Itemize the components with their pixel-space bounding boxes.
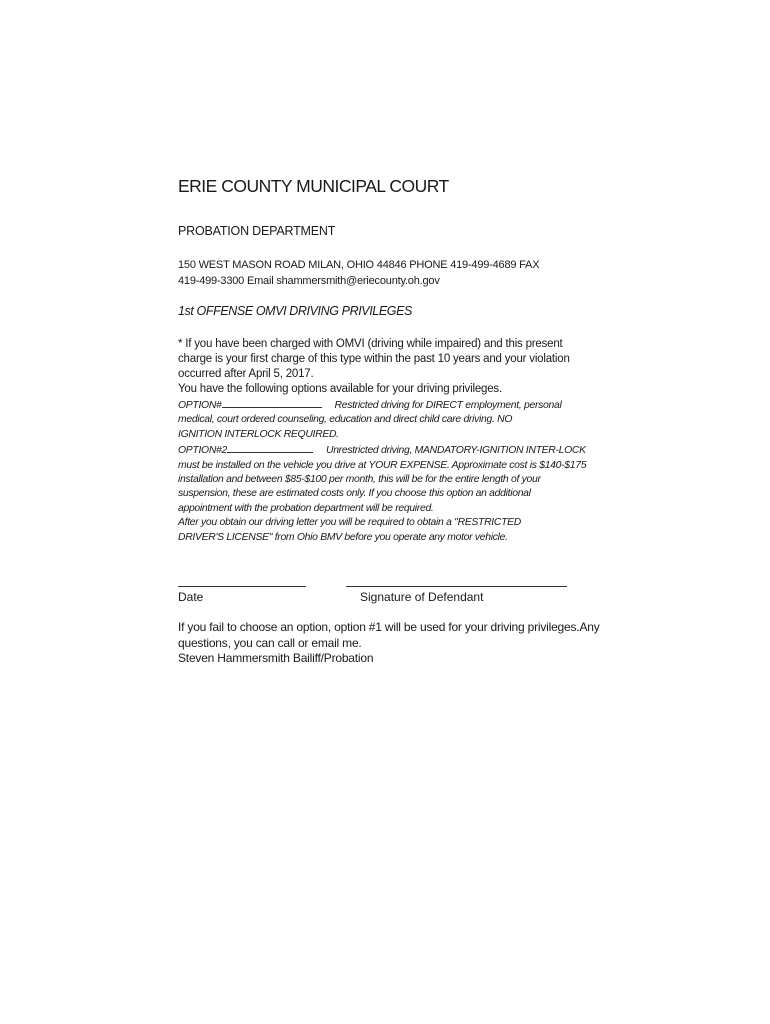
option-1-line: medical, court ordered counseling, education and direct child care driving. NO: [178, 414, 513, 426]
option-1-line: IGNITION INTERLOCK REQUIRED.: [178, 428, 339, 440]
option-2-blank[interactable]: [227, 442, 313, 453]
section-title: 1st OFFENSE OMVI DRIVING PRIVILEGES: [178, 304, 412, 318]
contact-block: [178, 258, 598, 289]
option-2-line: installation and between $85-$100 per month, this will be for the entire length of your: [178, 474, 541, 486]
license-notice-line: After you obtain our driving letter you will be required to obtain a "RESTRICTED: [178, 517, 521, 529]
options-intro: You have the following options available for your driving privileges.: [178, 383, 502, 395]
footer-notice: [178, 620, 638, 667]
footer-signoff: Steven Hammersmith Bailiff/Probation: [178, 651, 374, 665]
option-2-line: must be installed on the vehicle you drive at YOUR EXPENSE. Approximate cost is $140-$175: [178, 459, 587, 471]
option-2-line: suspension, these are estimated costs only. If you choose this option an additional: [178, 488, 531, 500]
option-1-text: Restricted driving for DIRECT employment, personal: [334, 400, 562, 411]
intro-line: occurred after April 5, 2017.: [178, 368, 314, 380]
license-notice-line: DRIVER'S LICENSE" from Ohio BMV before you operate any motor vehicle.: [178, 531, 508, 543]
department-heading: PROBATION DEPARTMENT: [178, 224, 336, 238]
option-2-label: OPTION#2: [178, 445, 227, 457]
option-2-line: appointment with the probation department will be required.: [178, 502, 434, 514]
intro-line: charge is your first charge of this type within the past 10 years and your violation: [178, 353, 570, 365]
option-1-label: OPTION#: [178, 400, 222, 411]
option-1-blank[interactable]: [222, 397, 322, 408]
date-signature-line[interactable]: [178, 586, 306, 587]
footer-line: questions, you can call or email me.: [178, 635, 362, 650]
notice-body: [178, 337, 638, 545]
option-2-text: Unrestricted driving, MANDATORY-IGNITION INTER-LOCK: [326, 445, 586, 457]
court-title: ERIE COUNTY MUNICIPAL COURT: [178, 176, 449, 196]
date-label: Date: [178, 590, 204, 604]
defendant-signature-label: Signature of Defendant: [360, 590, 484, 604]
option-1-line: [178, 397, 638, 413]
contact-line: 419-499-3300 Email shammersmith@eriecounty.oh.gov: [178, 274, 440, 287]
defendant-signature-line[interactable]: [346, 586, 567, 587]
address-line: 150 WEST MASON ROAD MILAN, OHIO 44846 PHONE 419-499-4689 FAX: [178, 259, 540, 271]
footer-line: If you fail to choose an option, option #1 will be used for your driving privileges.Any: [178, 620, 600, 634]
intro-line: * If you have been charged with OMVI (driving while impaired) and this present: [178, 338, 563, 350]
option-2-line: [178, 442, 638, 458]
